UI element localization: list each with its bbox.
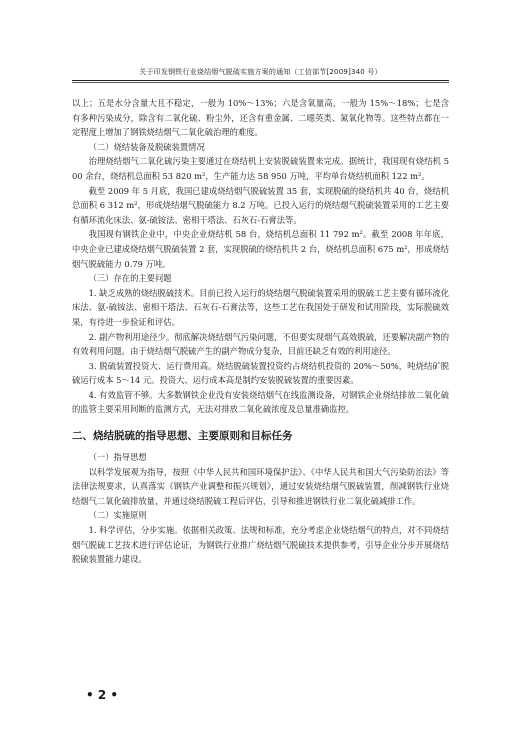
running-header [72, 66, 449, 81]
section-subheading: （三）存在的主要问题 [88, 273, 172, 284]
paragraph: 治理烧结烟气二氧化硫污染主要通过在烧结机上安装脱硫装置来完成。据统计，我国现有烧结机 500 余台，烧结机总面积 53 820 m²，生产能力达 58 950 万吨，平均单台烧结机面积 122 m²。 [72, 156, 449, 181]
paragraph: 2. 副产物利用途径少。彻底解决烧结烟气污染问题，不但要实现烟气高效脱硫，还要解决副产物的有效利用问题。由于烧结烟气脱硫产生的副产物成分复杂，目前还缺乏有效的利用途径。 [72, 331, 449, 357]
section-subheading: （一）指导思想 [88, 452, 147, 463]
running-header-title: 关于印发钢铁行业烧结烟气脱硫实施方案的通知（工信部节[2009]340 号） [139, 68, 382, 76]
paragraph: 3. 脱硫装置投资大、运行费用高。烧结脱硫装置投资约占烧结机投资的 20%～50%，吨烧结矿脱硫运行成本 5～14 元。投资大、运行成本高是制约安装脱硫装置的重要因素。 [72, 360, 449, 386]
paragraph: 4. 有效监管不够。大多数钢铁企业没有安装烧结烟气在线监测设备，对钢铁企业烧结排放二氧化硫的监管主要采用间断的监测方式，无法对排放二氧化硫浓度及总量准确监控。 [72, 389, 449, 415]
paragraph: 1. 缺乏成熟的烧结脱硫技术。目前已投入运行的烧结烟气脱硫装置采用的脱硫工艺主要有循环流化床法、氨-硫铵法、密相干塔法、石灰石-石膏法等，这些工艺在我国处于研发和试用阶段，实际脱硫效果，有待进一步验证和评估。 [72, 287, 449, 327]
paragraph: 截至 2009 年 5 月底，我国已建成烧结烟气脱硫装置 35 套，实现脱硫的烧结机共 40 台，烧结机总面积 6 312 m²，形成烧结烟气脱硫能力 8.2 万吨。已投入运行的烧结烟气脱硫装置采用的工艺主要有循环流化床法、氨-硫铵法、密相干塔法、石灰石-石膏法等。 [72, 185, 449, 225]
section-subheading: （二）实施原则 [88, 510, 147, 521]
paragraph: 以科学发展观为指导，按照《中华人民共和国环境保护法》、《中华人民共和国大气污染防治法》等法律法规要求，认真落实《钢铁产业调整和振兴规划》，通过安装烧结烟气脱硫装置，削减钢铁行业烧结烟气二氧化硫排放量，并通过烧结脱硫工程后评估，引导和推进钢铁行业二氧化硫减排工作。 [72, 466, 449, 506]
paragraph: 以上；五是水分含量大且不稳定，一般为 10%～13%；六是含氧量高，一般为 15%～18%；七是含有多种污染成分，除含有二氧化硫、粉尘外，还含有重金属、二噁英类、氮氧化物等。这些特点都在一定程度上增加了钢铁烧结烟气二氧化硫治理的难度。 [72, 98, 449, 138]
paragraph: 1. 科学评估，分步实施。依据相关政策、法规和标准，充分考虑企业烧结烟气的特点，对不同烧结烟气脱硫工艺技术进行评估论证，为钢铁行业推广烧结烟气脱硫技术提供参考，引导企业分步开展烧结脱硫装置能力建设。 [72, 525, 449, 565]
header-rule [72, 82, 449, 83]
document-body [72, 96, 449, 567]
section-subheading: （二）烧结装备及脱硫装置情况 [88, 141, 205, 152]
paragraph: 我国现有钢铁企业中，中央企业烧结机 58 台，烧结机总面积 11 792 m²。截至 2008 年年底，中央企业已建成烧结烟气脱硫装置 2 套，实现脱硫的烧结机共 2 台，烧结机总面积 675 m²，形成烧结烟气脱硫能力 0.79 万吨。 [72, 229, 449, 269]
section-heading: 二、烧结脱硫的指导思想、主要原则和目标任务 [72, 430, 293, 443]
page-number: • 2 • [86, 688, 119, 702]
